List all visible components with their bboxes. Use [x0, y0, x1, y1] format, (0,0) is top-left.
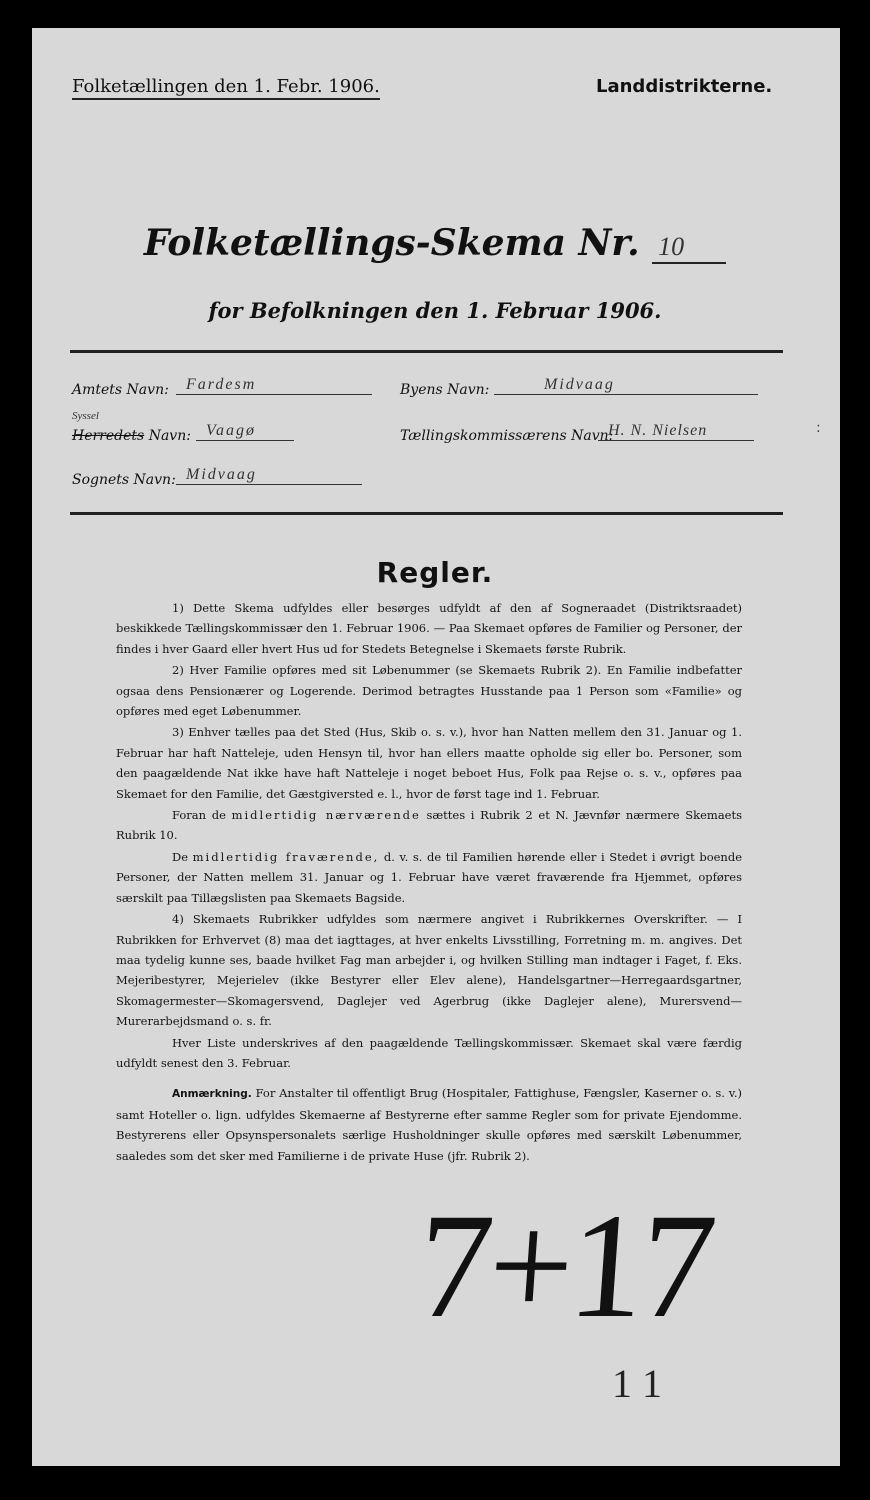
byens-label: Byens Navn:	[400, 382, 490, 398]
note-text: For Anstalter til offentligt Brug (Hospitaler, Fattighuse, Fængsler, Kaserner o. s. v.) samt Hoteller o. lign. udfyldes Skemaerne af Bestyrerne efter samme Regler som for private Ejendomme. Bestyrerens eller Opsynspersonalets særlige Husholdninger skulle opføres med særskilt Løbenummer, saaledes som det sker med Familierne i de private Huse (jfr. Rubrik 2).	[116, 1086, 743, 1163]
rules-text	[116, 598, 742, 1167]
edge-mark: :	[816, 420, 821, 436]
handwritten-marks: 1 1	[612, 1361, 662, 1406]
rule-4: 4) Skemaets Rubrikker udfyldes som nærmere angivet i Rubrikkernes Overskrifter. — I Rubrikken for Erhvervet (8) maa det iagttages, at hver enkelts Livsstilling, Forretning m. m. angives. Det maa tydelig kunne ses, baade hvilket Fag man arbejder i, og hvilken Stilling man indtager i Faget, f. Eks. Mejeribestyrer, Mejerielev (ikke Bestyrer eller Elev alene), Handelsgartner—Herregaardsgartner, Skomagermester—Skomagersvend, Daglejer ved Agerbrug (ikke Daglejer alene), Murersvend—Murerarbejdsmand o. s. fr.	[116, 912, 742, 1029]
kommissaer-label: Tællingskommissærens Navn:	[400, 428, 614, 444]
sogn-label: Sognets Navn:	[72, 472, 176, 488]
rule-3-absent-spaced: midlertidig fraværende,	[192, 849, 380, 864]
rule-signature: Hver Liste underskrives af den paagældende Tællingskommissær. Skemaet skal være færdig udfyldt senest den 3. Februar.	[116, 1035, 742, 1070]
herred-label-struck: Herredets	[72, 428, 145, 444]
rule-3-present-spaced: midlertidig nærværende	[231, 808, 421, 823]
district-header-right: Landdistrikterne.	[596, 76, 773, 97]
form-subtitle: for Befolkningen den 1. Februar 1906.	[208, 298, 662, 323]
rule-3-absent	[116, 847, 742, 908]
rule-1: 1) Dette Skema udfyldes eller besørges udfyldt af den af Sogneraadet (Distriktsraadet) beskikkede Tællingskommissær den 1. Februar 1906. — Paa Skemaet opføres de Familier og Personer, der findes i hver Gaard eller hvert Hus ud for Stedets Betegnelse i Skemaets første Rubrik.	[116, 601, 742, 656]
form-title-text: Folketællings-Skema Nr.	[143, 222, 640, 264]
rule-note	[116, 1083, 742, 1166]
herred-label	[72, 428, 191, 444]
form-number: 10	[652, 232, 726, 264]
herred-correction: Syssel	[72, 410, 99, 422]
herred-value: Vaagø	[196, 422, 294, 441]
rule-3-present-pre: Foran de	[172, 808, 226, 823]
rule-3: 3) Enhver tælles paa det Sted (Hus, Skib o. s. v.), hvor han Natten mellem den 31. Januar og 1. Februar har haft Natteleje, uden Hensyn til, hvor han ellers maatte opholde sig eller bo. Personer, som den paagældende Nat ikke have haft Natteleje i noget beboet Hus, Folk paa Rejse o. s. v., opføres paa Skemaet for den Familie, det Gæstgiversted e. l., hvor de først tage ind 1. Februar.	[116, 725, 742, 801]
census-header-left: Folketællingen den 1. Febr. 1906.	[72, 76, 380, 100]
kommissaer-value: H. N. Nielsen	[598, 422, 754, 441]
byens-value: Midvaag	[494, 376, 758, 395]
rule-3-absent-pre: De	[172, 849, 189, 864]
rule-2: 2) Hver Familie opføres med sit Løbenummer (se Skemaets Rubrik 2). En Familie indbefatter ogsaa dens Pensionærer og Logerende. Derimod betragtes Husstande paa 1 Person som «Familie» og opføres med eget Løbenummer.	[116, 663, 742, 719]
amt-value: Fardesm	[176, 376, 372, 395]
form-title	[0, 222, 870, 264]
handwritten-tally: 7+17	[412, 1183, 718, 1349]
note-label: Anmærkning.	[172, 1088, 252, 1101]
sogn-value: Midvaag	[176, 466, 362, 485]
rule-3-absent-post: d. v. s. de til Familien hørende eller i Stedet i øvrigt boende Personer, der Natten mellem 31. Januar og 1. Februar have været fraværende fra Hjemmet, opføres særskilt paa Tillægslisten paa Skemaets Bagside.	[116, 849, 743, 905]
rules-heading: Regler.	[376, 556, 494, 589]
top-divider	[70, 350, 783, 353]
herred-label-rest: Navn:	[148, 428, 191, 444]
bottom-divider	[70, 512, 783, 515]
amt-label: Amtets Navn:	[72, 382, 169, 398]
rule-3-present-post: sættes i Rubrik 2 et N. Jævnfør nærmere Skemaets Rubrik 10.	[116, 808, 743, 843]
rule-3-present	[116, 805, 742, 846]
